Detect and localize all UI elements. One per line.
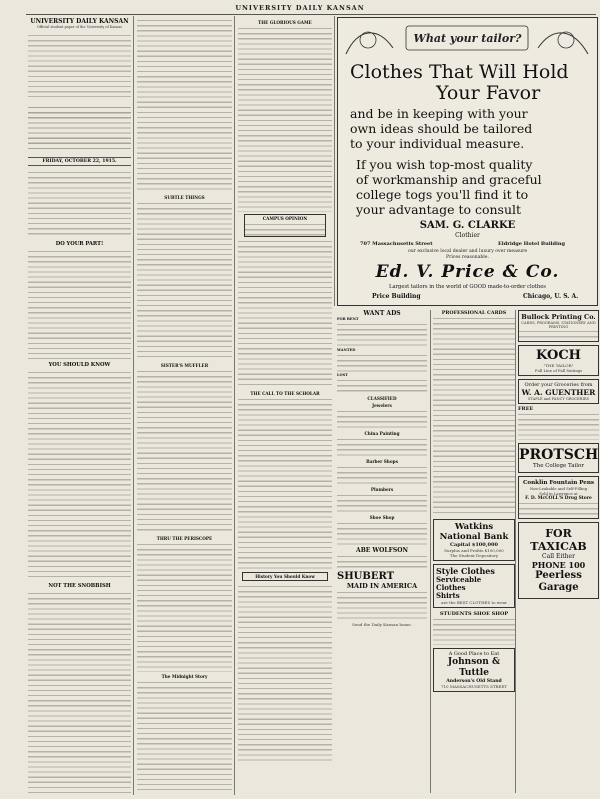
masthead-rule (26, 14, 596, 15)
phone-100: PHONE 100 (531, 560, 586, 571)
ad-line-8: college togs you'll find it to (356, 187, 529, 202)
maid-in-america: MAID IN AMERICA (346, 582, 418, 591)
ad-line-5: to your individual measure. (350, 136, 525, 151)
editorial-text (28, 591, 131, 793)
koch-sub: "THE TAILOR" (543, 363, 574, 368)
call-either: Call Either (542, 553, 575, 561)
serviceable-clothes: Serviceable Clothes (436, 575, 482, 592)
ad-price-building: Price Building (372, 293, 421, 300)
for-rent-label: FOR RENT (337, 317, 359, 321)
shirts: Shirts (436, 591, 460, 600)
shoe-heading: Shoe Shop (369, 515, 395, 521)
ad-tagline: Largest tailors in the world of GOOD made-to-order clothes (389, 284, 546, 290)
column-rule (334, 16, 335, 306)
clarke-clothier-ad (337, 17, 598, 306)
ad-maker-logo: Ed. V. Price & Co. (375, 262, 560, 282)
china-heading: China Painting (364, 431, 400, 437)
protsch-sub: The College Tailor (532, 463, 584, 470)
heading-campus-opinion: CAMPUS OPINION (262, 216, 308, 221)
koch-suitings: Full Line of Fall Suitings (534, 368, 583, 373)
lost-label: LOST (337, 373, 348, 378)
ad-address-right: Eldridge Hotel Building (498, 241, 566, 247)
anderson-address: 710 MASSACHUSETTS STREET (440, 684, 508, 689)
feature-text (137, 201, 232, 361)
professional-cards-title: PROFESSIONAL CARDS (441, 310, 507, 316)
ad-line-6: If you wish top-most quality (356, 157, 533, 172)
heading-you-should-know: YOU SHOULD KNOW (48, 362, 111, 369)
ad-prices-line: Prices reasonable. (446, 255, 489, 260)
column-rule (234, 16, 235, 795)
student-shoe-shop: STUDENTS SHOE SHOP (439, 611, 509, 617)
guenther-sub: STAPLE and FANCY GROCERIES (527, 397, 590, 401)
conklin-title: Conklin Fountain Pens (522, 480, 595, 487)
poem-text (238, 26, 332, 212)
conklin-store: F. D. McCOLL'S Drug Store (525, 496, 592, 502)
jewelers-heading: Jewelers (372, 403, 392, 409)
feature-text (137, 542, 232, 672)
ad-headline-2: Your Favor (436, 82, 541, 104)
heading-snobbish: NOT THE SNOBBISH (48, 583, 111, 590)
classified-heading: CLASSIFIED (367, 396, 397, 402)
professional-cards-text (433, 316, 515, 516)
watkins-bank-title: Watkins National Bank (439, 522, 509, 542)
heading-subtle-things: SUBTLE THINGS (164, 195, 205, 200)
feature-text (137, 18, 232, 193)
notice-block (28, 105, 131, 153)
feature-column (137, 18, 232, 793)
ad-headline-1: Clothes That Will Hold (350, 61, 569, 83)
ad-script-title: What your tailor? (413, 32, 522, 45)
johnson-tuttle: Johnson & Tuttle (447, 657, 501, 678)
best-clothes: are the BEST CLOTHES to wear (441, 600, 507, 605)
professional-cards-column (430, 310, 515, 793)
editorial-text (28, 249, 131, 359)
wanted-label: WANTED (337, 348, 356, 353)
guenther-name: W. A. GUENTHER (521, 388, 596, 397)
ad-chicago: Chicago, U. S. A. (523, 293, 579, 300)
heading-sisters-muffler: SISTER'S MUFFLER (160, 363, 209, 368)
ad-line-7: of workmanship and graceful (356, 172, 542, 187)
anderson-stand: Anderson's Old Stand (446, 679, 502, 684)
heading-midnight-story: The Midnight Story (161, 674, 208, 679)
conklin-sold: Sold in Lawrence at (539, 491, 578, 497)
shubert-title: SHUBERT (337, 571, 395, 583)
editorial-text (28, 370, 131, 580)
koch-name: KOCH (536, 348, 581, 363)
peerless-garage: Peerless Garage (535, 570, 582, 594)
staff-listing (28, 33, 131, 103)
issue-date: FRIDAY, OCTOBER 22, 1915. (28, 157, 131, 166)
opinion-text (238, 397, 332, 569)
send-kansan-home: Send the Daily Kansan home. (352, 622, 412, 628)
ad-line-3: and be in keeping with your (350, 106, 528, 121)
abe-wolfson: ABE WOLFSON (356, 547, 408, 555)
ad-clothier-name: SAM. G. CLARKE (419, 220, 516, 231)
ad-exclusive-line: our exclusive local dealer and luxury over measure (407, 249, 528, 254)
protsch-name: PROTSCH (519, 447, 599, 464)
conklin-sub: Non-Leakable and Self-Filling (529, 486, 588, 492)
feature-text (137, 680, 232, 790)
bullock-printing: Bullock Printing Co. (521, 313, 596, 321)
heading-do-your-part: DO YOUR PART! (55, 241, 104, 248)
heading-history: History You Should Know (255, 574, 315, 579)
ad-line-9: your advantage to consult (356, 202, 522, 217)
taxicab-title: FOR TAXICAB (530, 527, 587, 554)
column-rule (133, 16, 134, 795)
style-clothes: Style Clothes (436, 566, 495, 576)
ad-line-4: own ideas should be tailored (350, 121, 533, 136)
paper-subtitle: Official student paper of the University of Kansas (36, 25, 123, 29)
heading-thru-periscope: THRU THE PERISCOPE (156, 536, 213, 541)
news-column (238, 18, 332, 793)
watkins-surplus: Surplus and Profits $100,000 (444, 548, 504, 553)
barber-heading: Barber Shops (366, 459, 398, 465)
right-ads-column (515, 310, 599, 793)
ad-address-left: 707 Massachusetts Street (360, 241, 433, 247)
page-masthead: UNIVERSITY DAILY KANSAN (235, 4, 365, 12)
order-groceries: Order your Groceries from (524, 382, 593, 388)
want-ads-column (337, 310, 427, 793)
heading-call-to-scholar: THE CALL TO THE SCHOLAR (250, 391, 320, 396)
want-ads-title: WANT ADS (363, 310, 401, 317)
editorial-text (28, 170, 131, 238)
free-label: FREE (518, 406, 534, 412)
history-text (238, 584, 332, 764)
ad-clothier-role: Clothier (455, 232, 480, 239)
paper-name: UNIVERSITY DAILY KANSAN (30, 18, 129, 25)
bullock-sub: CARDS, PROGRAMS, STATIONERY AND PRINTING (521, 321, 596, 329)
plumbers-heading: Plumbers (370, 487, 394, 493)
feature-text (137, 369, 232, 534)
watkins-capital: Capital $100,000 (450, 542, 498, 548)
editorial-column (28, 18, 131, 793)
heading-glorious-game: THE GLORIOUS GAME (258, 20, 312, 25)
opinion-text (238, 239, 332, 389)
watkins-depository: The Student Depository (449, 553, 499, 558)
good-place-to-eat: A Good Place to Eat (448, 651, 500, 657)
